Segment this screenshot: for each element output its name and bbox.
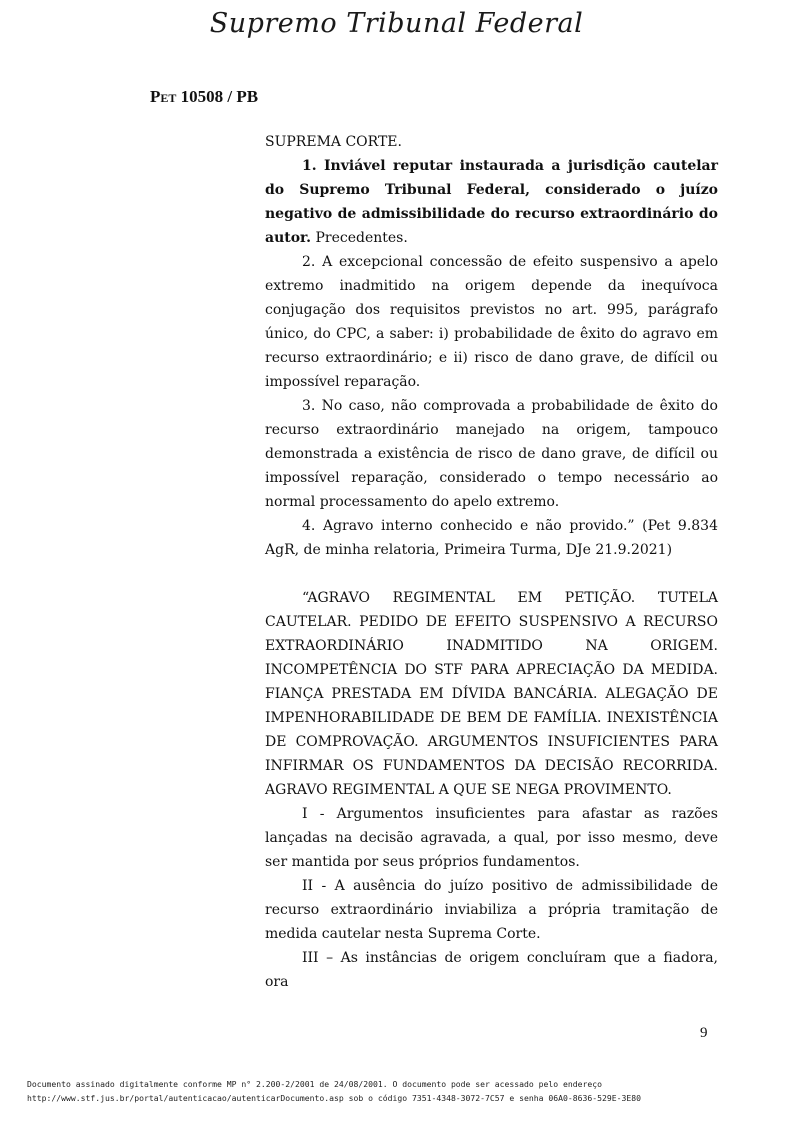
paragraph-item-1-bold: 1. Inviável reputar instaurada a jurisdição cautelar do Supremo Tribunal Federal, considerado o juízo negativo de admissibilidade do recurso extraordinário do autor. — [265, 158, 718, 246]
paragraph-item-1-continuation: Precedentes. — [315, 230, 408, 246]
paragraph-item-ii: II - A ausência do juízo positivo de admissibilidade de recurso extraordinário inviabiliza a própria tramitação de medida cautelar nesta Suprema Corte. — [265, 878, 718, 942]
paragraph-quoted-ementa: “AGRAVO REGIMENTAL EM PETIÇÃO. TUTELA CAUTELAR. PEDIDO DE EFEITO SUSPENSIVO A RECURSO EXTRAORDINÁRIO INADMITIDO NA ORIGEM. INCOMPETÊNCIA DO STF PARA APRECIAÇÃO DA MEDIDA. FIANÇA PRESTADA EM DÍVIDA BANCÁRIA. ALEGAÇÃO DE IMPENHORABILIDADE DE BEM DE FAMÍLIA. INEXISTÊNCIA DE COMPROVAÇÃO. ARGUMENTOS INSUFICIENTES PARA INFIRMAR OS FUNDAMENTOS DA DECISÃO RECORRIDA. AGRAVO REGIMENTAL A QUE SE NEGA PROVIMENTO. — [265, 590, 718, 798]
page-number: 9 — [700, 1025, 708, 1041]
document-body — [265, 130, 718, 994]
paragraph-item-4: 4. Agravo interno conhecido e não provido.” (Pet 9.834 AgR, de minha relatoria, Primeira Turma, DJe 21.9.2021) — [265, 518, 718, 558]
footer-authentication-link[interactable]: http://www.stf.jus.br/portal/autenticacao/autenticarDocumento.asp sob o código 7351-4348-3072-7C57 e senha 06A0-8636-529E-3E80 — [27, 1093, 641, 1103]
paragraph-spacer — [265, 562, 718, 586]
footer-signature-notice: Documento assinado digitalmente conforme MP n° 2.200-2/2001 de 24/08/2001. O documento pode ser acessado pelo endereço — [27, 1079, 602, 1089]
document-reference: Pet 10508 / PB — [150, 87, 259, 106]
paragraph-item-1 — [265, 154, 718, 250]
court-header-title: Supremo Tribunal Federal — [209, 8, 584, 39]
paragraph-suprema-corte: SUPREMA CORTE. — [265, 134, 402, 150]
paragraph-item-3: 3. No caso, não comprovada a probabilidade de êxito do recurso extraordinário manejado na origem, tampouco demonstrada a existência de risco de dano grave, de difícil ou impossível reparação, considerado o tempo necessário ao normal processamento do apelo extremo. — [265, 398, 718, 510]
paragraph-item-i: I - Argumentos insuficientes para afastar as razões lançadas na decisão agravada, a qual, por isso mesmo, deve ser mantida por seus próprios fundamentos. — [265, 806, 718, 870]
paragraph-item-iii: III – As instâncias de origem concluíram que a fiadora, ora — [265, 950, 718, 990]
paragraph-item-2: 2. A excepcional concessão de efeito suspensivo a apelo extremo inadmitido na origem depende da inequívoca conjugação dos requisitos previstos no art. 995, parágrafo único, do CPC, a saber: i) probabilidade de êxito do agravo em recurso extraordinário; e ii) risco de dano grave, de difícil ou impossível reparação. — [265, 254, 718, 390]
